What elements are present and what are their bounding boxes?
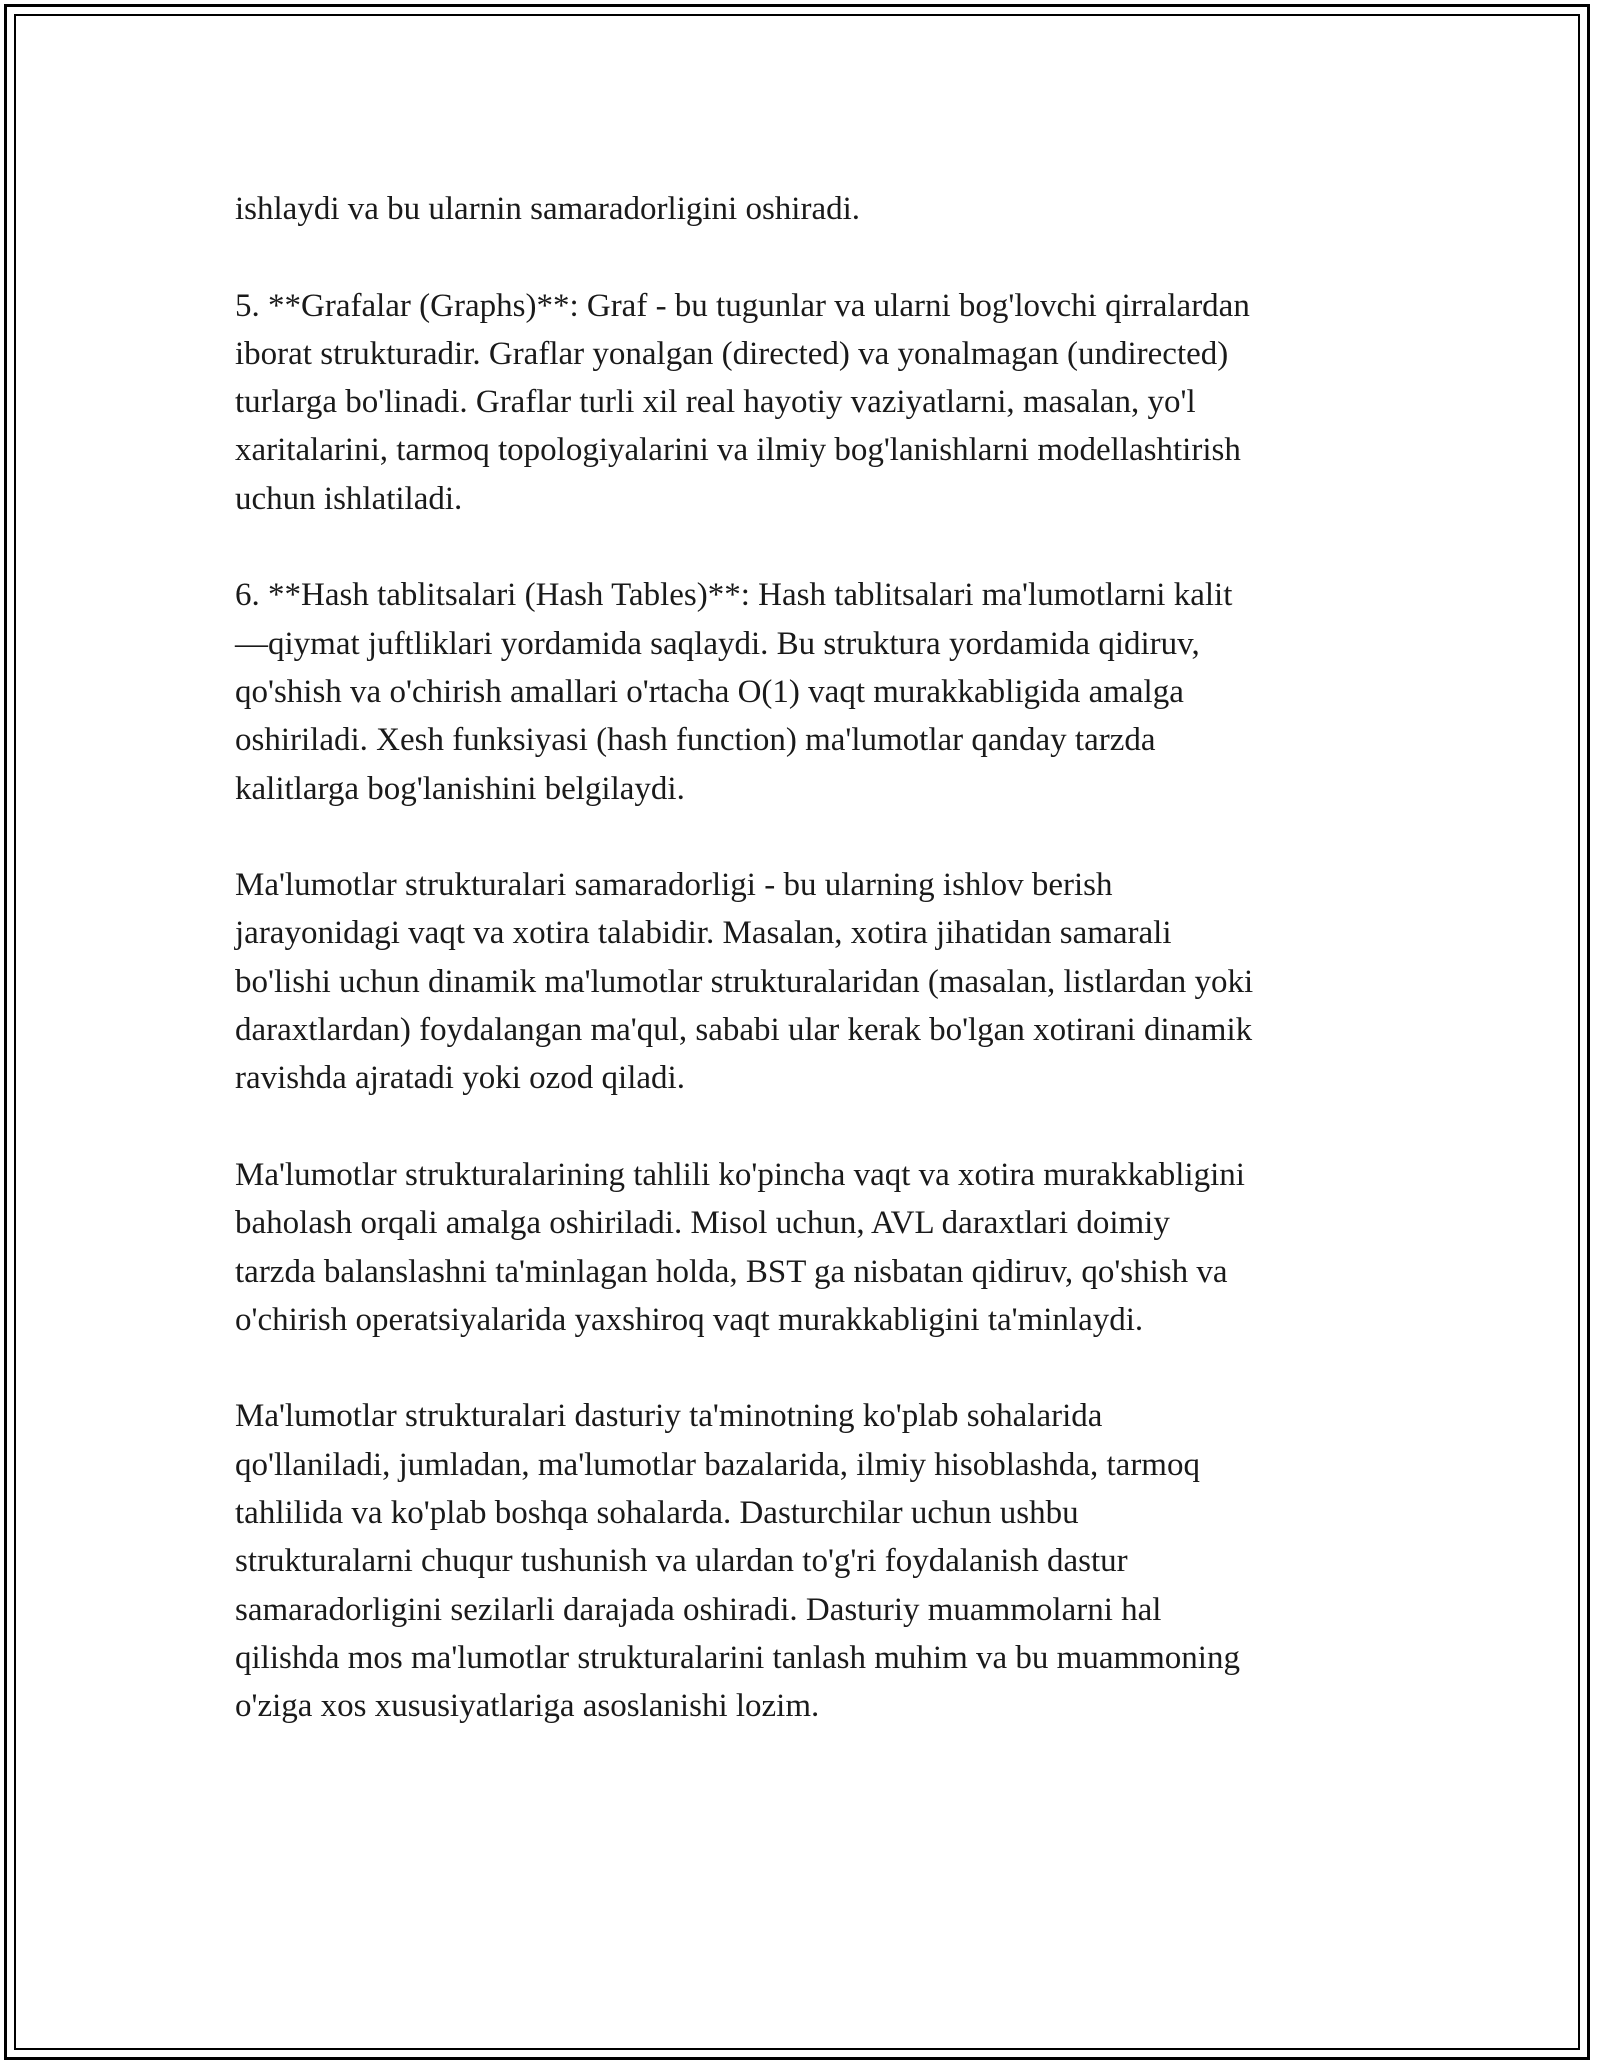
text-line: —qiymat juftliklari yordamida saqlaydi. Bu struktura yordamida qidiruv, xyxy=(235,625,1200,662)
paragraph-efficiency xyxy=(235,861,1385,1102)
text-line: Ma'lumotlar strukturalari samaradorligi - bu ularning ishlov berish xyxy=(235,867,1113,904)
text-line: turlarga bo'linadi. Graflar turli xil real hayotiy vaziyatlarni, masalan, yo'l xyxy=(235,384,1196,421)
text-line: qo'llaniladi, jumladan, ma'lumotlar bazalarida, ilmiy hisoblashda, tarmoq xyxy=(235,1446,1200,1483)
text-line: tahlilida va ko'plab boshqa sohalarda. Dasturchilar uchun ushbu xyxy=(235,1495,1079,1532)
text-line: strukturalarni chuqur tushunish va ulardan to'g'ri foydalanish dastur xyxy=(235,1543,1128,1580)
text-line: daraxtlardan) foydalangan ma'qul, sababi ular kerak bo'lgan xotirani dinamik xyxy=(235,1012,1253,1049)
text-line: Ma'lumotlar strukturalarining tahlili ko'pincha vaqt va xotira murakkabligini xyxy=(235,1156,1245,1193)
text-line: baholash orqali amalga oshiriladi. Misol uchun, AVL daraxtlari doimiy xyxy=(235,1205,1170,1242)
text-line: kalitlarga bog'lanishini belgilaydi. xyxy=(235,770,685,807)
text-line: qo'shish va o'chirish amallari o'rtacha O(1) vaqt murakkabligida amalga xyxy=(235,673,1184,710)
paragraph-hash-tables xyxy=(235,571,1385,812)
paragraph-applications xyxy=(235,1392,1385,1730)
text-line: tarzda balanslashni ta'minlagan holda, BST ga nisbatan qidiruv, qo'shish va xyxy=(235,1253,1228,1290)
text-line: bo'lishi uchun dinamik ma'lumotlar strukturalaridan (masalan, listlardan yoki xyxy=(235,963,1254,1000)
text-line: ishlaydi va bu ularnin samaradorligini oshiradi. xyxy=(235,191,861,227)
text-line: xaritalarini, tarmoq topologiyalarini va ilmiy bog'lanishlarni modellashtirish xyxy=(235,432,1241,469)
text-line: qilishda mos ma'lumotlar strukturalarini tanlash muhim va bu muammoning xyxy=(235,1639,1240,1676)
text-line: 6. **Hash tablitsalari (Hash Tables)**: Hash tablitsalari ma'lumotlarni kalit xyxy=(235,577,1233,614)
paragraph-analysis xyxy=(235,1151,1385,1344)
text-line: o'ziga xos xususiyatlariga asoslanishi lozim. xyxy=(235,1688,820,1725)
text-line: 5. **Grafalar (Graphs)**: Graf - bu tugunlar va ularni bog'lovchi qirralardan xyxy=(235,287,1250,324)
text-line: ravishda ajratadi yoki ozod qiladi. xyxy=(235,1060,685,1097)
text-line: oshiriladi. Xesh funksiyasi (hash function) ma'lumotlar qanday tarzda xyxy=(235,722,1156,759)
document-body xyxy=(235,185,1385,1779)
text-line: iborat strukturadir. Graflar yonalgan (directed) va yonalmagan (undirected) xyxy=(235,335,1229,372)
text-line: jarayonidagi vaqt va xotira talabidir. Masalan, xotira jihatidan samarali xyxy=(235,915,1172,952)
text-line: o'chirish operatsiyalarida yaxshiroq vaqt murakkabligini ta'minlaydi. xyxy=(235,1301,1144,1338)
text-line: Ma'lumotlar strukturalari dasturiy ta'minotning ko'plab sohalarida xyxy=(235,1398,1103,1435)
paragraph-graphs xyxy=(235,282,1385,523)
paragraph-continuation xyxy=(235,185,1385,233)
text-line: samaradorligini sezilarli darajada oshiradi. Dasturiy muammolarni hal xyxy=(235,1591,1162,1628)
text-line: uchun ishlatiladi. xyxy=(235,480,463,517)
